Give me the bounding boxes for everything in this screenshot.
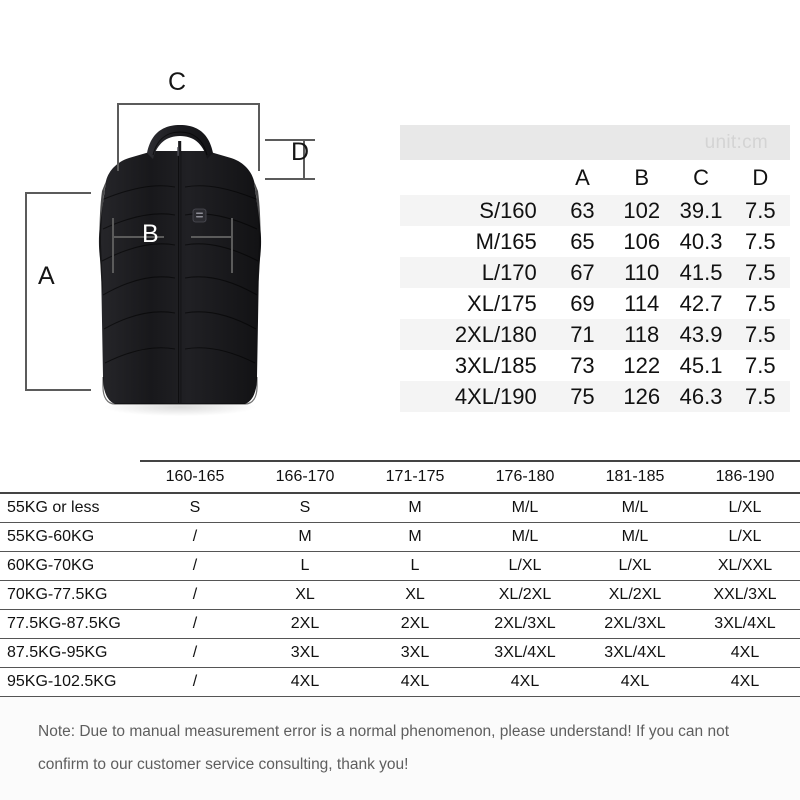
size-col-header-a: A xyxy=(575,165,590,190)
recommended-size: L/XL xyxy=(690,523,800,552)
size-value-d: 7.5 xyxy=(745,198,776,223)
rule-b-right-tick xyxy=(231,218,233,273)
recommended-size: L/XL xyxy=(580,552,690,581)
size-value-c: 42.7 xyxy=(679,291,723,316)
size-value-a: 71 xyxy=(570,322,595,347)
measurement-note xyxy=(0,697,800,800)
size-value-c: 41.5 xyxy=(679,260,723,285)
rule-a-top-tick xyxy=(25,192,91,194)
rule-a-bottom-tick xyxy=(25,389,91,391)
size-value-a: 67 xyxy=(570,260,595,285)
recommended-size: 3XL xyxy=(360,639,470,668)
rule-d-bottom-tick xyxy=(265,178,315,180)
size-value-c: 45.1 xyxy=(679,353,723,378)
recommended-size: XL/XXL xyxy=(690,552,800,581)
size-value-d: 7.5 xyxy=(745,384,776,409)
note-text: Note: Due to manual measurement error is a normal phenomenon, please understand! If you can not confirm to our customer service consulting, thank you! xyxy=(38,723,730,773)
recommended-size: 4XL xyxy=(360,668,470,697)
table-row xyxy=(400,226,790,257)
size-name: 3XL/185 xyxy=(454,353,537,378)
recommended-size: / xyxy=(140,581,250,610)
size-value-b: 126 xyxy=(623,384,661,409)
recommended-size: 3XL xyxy=(250,639,360,668)
size-value-b: 122 xyxy=(623,353,661,378)
size-value-a: 69 xyxy=(570,291,595,316)
rule-a-vertical xyxy=(25,192,27,390)
table-row xyxy=(400,319,790,350)
rule-b-left-tick xyxy=(112,218,114,273)
weight-range: 70KG-77.5KG xyxy=(0,581,140,610)
recommended-size: M xyxy=(250,523,360,552)
table-row xyxy=(0,639,800,668)
recommended-size: M/L xyxy=(470,493,580,523)
recommended-size: M xyxy=(360,523,470,552)
size-value-a: 73 xyxy=(570,353,595,378)
rule-c-horizontal xyxy=(117,103,260,105)
recommended-size: 3XL/4XL xyxy=(470,639,580,668)
table-row xyxy=(400,257,790,288)
recommended-size: 4XL xyxy=(580,668,690,697)
recommended-size: / xyxy=(140,639,250,668)
size-recommendation-table xyxy=(0,460,800,697)
unit-note: unit:cm xyxy=(704,132,768,153)
recommended-size: 3XL/4XL xyxy=(690,610,800,639)
size-name: M/165 xyxy=(475,229,537,254)
fit-table-header-row xyxy=(0,461,800,493)
size-value-d: 7.5 xyxy=(745,353,776,378)
table-row xyxy=(0,523,800,552)
recommended-size: 4XL xyxy=(470,668,580,697)
recommended-size: M/L xyxy=(580,523,690,552)
table-row xyxy=(0,493,800,523)
size-value-a: 75 xyxy=(570,384,595,409)
size-value-c: 46.3 xyxy=(679,384,723,409)
recommended-size: L xyxy=(360,552,470,581)
dimension-label-d: D xyxy=(291,138,310,166)
recommended-size: / xyxy=(140,610,250,639)
weight-range: 60KG-70KG xyxy=(0,552,140,581)
weight-range: 55KG-60KG xyxy=(0,523,140,552)
rule-c-left-tick xyxy=(117,103,119,171)
recommended-size: S xyxy=(140,493,250,523)
height-column-header: 181-185 xyxy=(580,461,690,493)
recommended-size: 3XL/4XL xyxy=(580,639,690,668)
size-value-a: 63 xyxy=(570,198,595,223)
table-row xyxy=(0,610,800,639)
fit-corner-cell xyxy=(0,461,140,493)
recommended-size: S xyxy=(250,493,360,523)
table-row xyxy=(400,350,790,381)
size-col-header-c: C xyxy=(693,165,709,190)
size-value-d: 7.5 xyxy=(745,291,776,316)
size-col-header xyxy=(400,160,553,195)
recommended-size: L xyxy=(250,552,360,581)
vest-illustration xyxy=(95,125,265,410)
dimension-label-a: A xyxy=(38,262,56,290)
size-value-d: 7.5 xyxy=(745,229,776,254)
size-value-c: 40.3 xyxy=(679,229,723,254)
size-col-header-b: B xyxy=(634,165,650,190)
table-row xyxy=(400,195,790,226)
recommended-size: 2XL/3XL xyxy=(470,610,580,639)
recommended-size: XL/2XL xyxy=(580,581,690,610)
dimension-label-b: B xyxy=(142,220,160,248)
recommended-size: L/XL xyxy=(690,493,800,523)
table-row xyxy=(0,668,800,697)
recommended-size: M/L xyxy=(580,493,690,523)
recommended-size: 2XL/3XL xyxy=(580,610,690,639)
size-value-b: 106 xyxy=(623,229,661,254)
table-row xyxy=(400,288,790,319)
recommended-size: XXL/3XL xyxy=(690,581,800,610)
weight-range: 87.5KG-95KG xyxy=(0,639,140,668)
size-value-c: 39.1 xyxy=(679,198,723,223)
size-value-c: 43.9 xyxy=(679,322,723,347)
height-column-header: 166-170 xyxy=(250,461,360,493)
size-value-d: 7.5 xyxy=(745,260,776,285)
size-name: S/160 xyxy=(479,198,537,223)
vest-measurement-diagram xyxy=(0,0,400,455)
recommended-size: L/XL xyxy=(470,552,580,581)
table-row xyxy=(0,552,800,581)
weight-range: 55KG or less xyxy=(0,493,140,523)
size-value-b: 110 xyxy=(624,260,660,285)
height-column-header: 160-165 xyxy=(140,461,250,493)
size-value-a: 65 xyxy=(570,229,595,254)
height-column-header: 171-175 xyxy=(360,461,470,493)
size-name: 2XL/180 xyxy=(454,322,537,347)
size-col-header-d: D xyxy=(752,165,769,190)
recommended-size: 4XL xyxy=(690,639,800,668)
size-value-b: 102 xyxy=(623,198,661,223)
size-measurement-table xyxy=(400,125,790,412)
size-name: 4XL/190 xyxy=(454,384,537,409)
table-row xyxy=(400,381,790,412)
recommended-size: M/L xyxy=(470,523,580,552)
size-table-header-row xyxy=(400,160,790,195)
rule-b-right-segment xyxy=(191,236,233,238)
recommended-size: M xyxy=(360,493,470,523)
recommended-size: XL xyxy=(360,581,470,610)
recommended-size: 4XL xyxy=(690,668,800,697)
size-name: L/170 xyxy=(481,260,537,285)
weight-range: 95KG-102.5KG xyxy=(0,668,140,697)
recommended-size: 2XL xyxy=(360,610,470,639)
table-row xyxy=(0,581,800,610)
unit-header-bar xyxy=(400,125,790,160)
height-column-header: 176-180 xyxy=(470,461,580,493)
weight-range: 77.5KG-87.5KG xyxy=(0,610,140,639)
rule-c-right-tick xyxy=(258,103,260,171)
recommended-size: / xyxy=(140,668,250,697)
recommended-size: 4XL xyxy=(250,668,360,697)
recommended-size: / xyxy=(140,552,250,581)
recommended-size: / xyxy=(140,523,250,552)
size-value-b: 114 xyxy=(624,291,660,316)
recommended-size: XL/2XL xyxy=(470,581,580,610)
recommended-size: 2XL xyxy=(250,610,360,639)
recommended-size: XL xyxy=(250,581,360,610)
size-value-d: 7.5 xyxy=(745,322,776,347)
size-name: XL/175 xyxy=(467,291,537,316)
size-value-b: 118 xyxy=(624,322,660,347)
dimension-label-c: C xyxy=(168,68,187,96)
height-column-header: 186-190 xyxy=(690,461,800,493)
